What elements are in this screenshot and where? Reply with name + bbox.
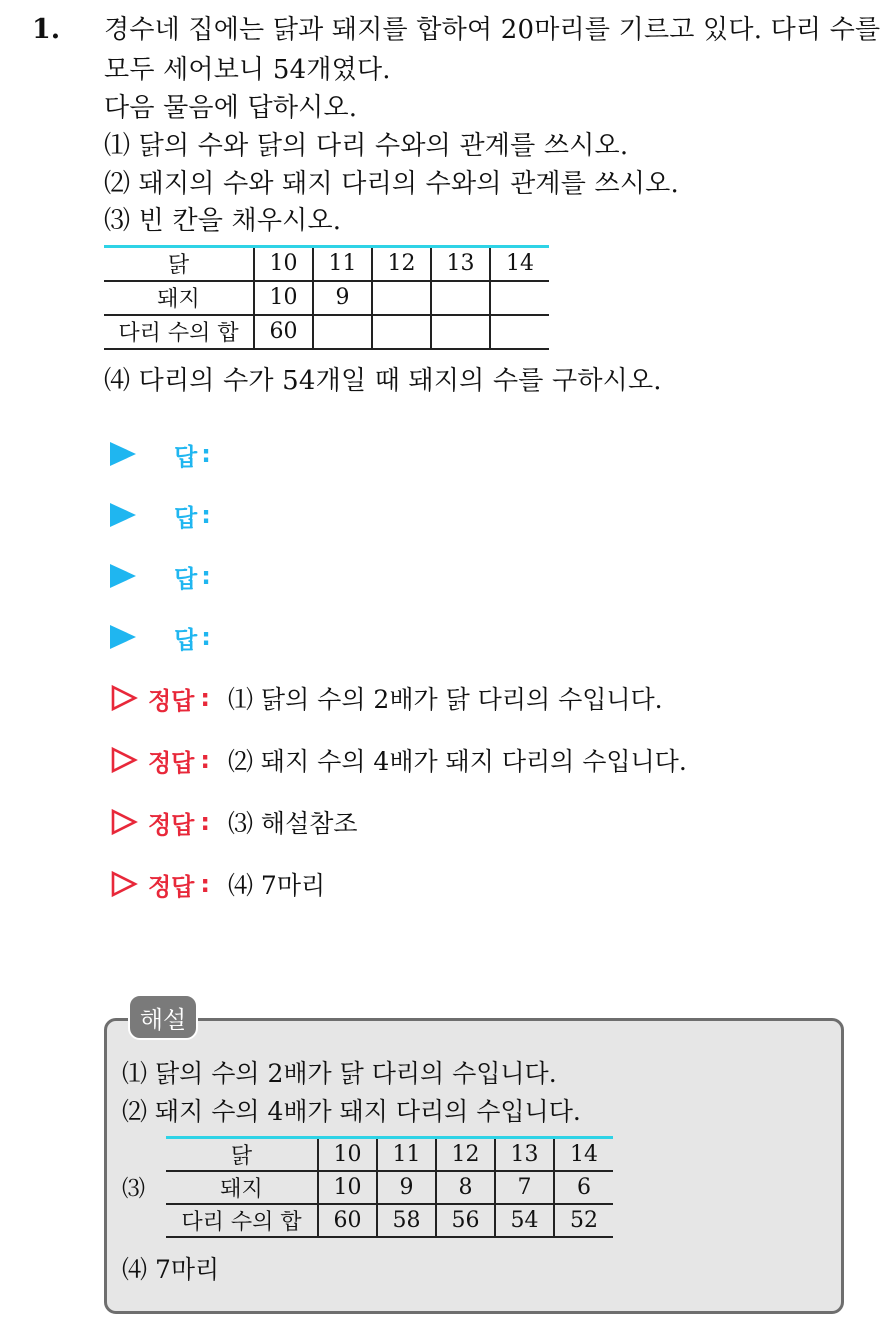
table-cell: 52 <box>554 1204 613 1237</box>
question-instruction: 다음 물음에 답하시오. <box>104 93 358 123</box>
table-cell: 닭 <box>167 253 190 279</box>
table-cell: 7 <box>495 1171 554 1204</box>
sub-question-3: ⑶ 빈 칸을 채우시오. <box>104 206 342 236</box>
triangle-arrow-icon <box>110 564 136 588</box>
answer-label: 답 <box>174 625 198 654</box>
solution-label: 정답 <box>148 872 195 901</box>
explanation-table <box>166 1136 613 1238</box>
table-cell-blank <box>490 315 549 349</box>
table-row <box>166 1204 613 1237</box>
table-cell: 돼지 <box>157 287 200 312</box>
solution-text: ⑴ 닭의 수의 2배가 닭 다리의 수입니다. <box>227 685 663 714</box>
table-row <box>166 1138 613 1172</box>
table-cell-blank <box>490 281 549 315</box>
outline-triangle-icon <box>110 684 138 712</box>
solution-row-2 <box>110 740 687 780</box>
table-cell: 8 <box>436 1171 495 1204</box>
outline-triangle-icon <box>110 746 138 774</box>
solution-row-1 <box>110 678 663 718</box>
table-cell: 14 <box>490 247 549 281</box>
table-cell-blank <box>313 315 372 349</box>
table-cell: 54 <box>495 1204 554 1237</box>
colon: : <box>201 623 211 651</box>
colon: : <box>200 808 210 836</box>
answer-prompt-1[interactable] <box>110 434 211 474</box>
outline-triangle-icon <box>110 870 138 898</box>
explanation-line-1: ⑴ 닭의 수의 2배가 닭 다리의 수입니다. <box>122 1059 557 1088</box>
solution-row-3 <box>110 802 358 842</box>
table-cell: 12 <box>436 1138 495 1172</box>
colon: : <box>200 746 210 774</box>
solution-label: 정답 <box>148 686 195 715</box>
solution-text: ⑶ 해설참조 <box>227 809 358 838</box>
question-number: 1. <box>32 14 61 45</box>
sub-question-4: ⑷ 다리의 수가 54개일 때 돼지의 수를 구하시오. <box>104 366 662 396</box>
sub-question-1: ⑴ 닭의 수와 닭의 다리 수와의 관계를 쓰시오. <box>104 131 629 161</box>
colon: : <box>201 440 211 468</box>
table-cell: 11 <box>377 1138 436 1172</box>
answer-label: 답 <box>174 564 198 593</box>
table-cell: 닭 <box>230 1144 253 1169</box>
table-cell: 10 <box>318 1138 377 1172</box>
table-cell: 12 <box>372 247 431 281</box>
table-cell-blank <box>372 315 431 349</box>
question-text-line-2: 모두 세어보니 54개였다. <box>104 55 391 85</box>
table-cell: 다리 수의 합 <box>118 321 239 346</box>
sub-question-2: ⑵ 돼지의 수와 돼지 다리의 수와의 관계를 쓰시오. <box>104 169 679 199</box>
table-cell: 56 <box>436 1204 495 1237</box>
question-table <box>104 245 549 350</box>
table-cell: 돼지 <box>220 1177 263 1202</box>
table-cell: 10 <box>318 1171 377 1204</box>
table-cell: 60 <box>254 315 313 349</box>
answer-prompt-3[interactable] <box>110 556 211 596</box>
table-row <box>166 1171 613 1204</box>
table-cell: 9 <box>313 281 372 315</box>
triangle-arrow-icon <box>110 442 136 466</box>
table-cell: 10 <box>254 281 313 315</box>
explanation-line-4: ⑷ 7마리 <box>122 1255 220 1284</box>
answer-label: 답 <box>174 503 198 532</box>
colon: : <box>200 870 210 898</box>
answer-prompt-4[interactable] <box>110 617 211 657</box>
question-text-line-1: 경수네 집에는 닭과 돼지를 합하여 20마리를 기르고 있다. 다리 수를 <box>104 15 881 45</box>
solution-text: ⑵ 돼지 수의 4배가 돼지 다리의 수입니다. <box>227 747 687 776</box>
colon: : <box>201 501 211 529</box>
table-cell-blank <box>431 281 490 315</box>
table-cell: 다리 수의 합 <box>181 1210 302 1235</box>
explanation-tag: 해설 <box>128 994 198 1040</box>
table-cell-blank <box>431 315 490 349</box>
colon: : <box>200 684 210 712</box>
table-row <box>104 281 549 315</box>
table-cell: 11 <box>313 247 372 281</box>
table-cell-blank <box>372 281 431 315</box>
explanation-line-2: ⑵ 돼지 수의 4배가 돼지 다리의 수입니다. <box>122 1097 581 1126</box>
table-cell: 14 <box>554 1138 613 1172</box>
solution-text: ⑷ 7마리 <box>227 871 326 900</box>
table-cell: 13 <box>431 247 490 281</box>
table-cell: 58 <box>377 1204 436 1237</box>
table-row <box>104 247 549 281</box>
answer-prompt-2[interactable] <box>110 495 211 535</box>
explanation-table-label: ⑶ <box>122 1176 145 1202</box>
triangle-arrow-icon <box>110 503 136 527</box>
solution-label: 정답 <box>148 748 195 777</box>
table-row <box>104 315 549 349</box>
table-cell: 10 <box>254 247 313 281</box>
triangle-arrow-icon <box>110 625 136 649</box>
table-cell: 6 <box>554 1171 613 1204</box>
table-cell: 9 <box>377 1171 436 1204</box>
answer-label: 답 <box>174 442 198 471</box>
solution-row-4 <box>110 864 325 904</box>
colon: : <box>201 562 211 590</box>
table-cell: 60 <box>318 1204 377 1237</box>
solution-label: 정답 <box>148 810 195 839</box>
outline-triangle-icon <box>110 808 138 836</box>
table-cell: 13 <box>495 1138 554 1172</box>
